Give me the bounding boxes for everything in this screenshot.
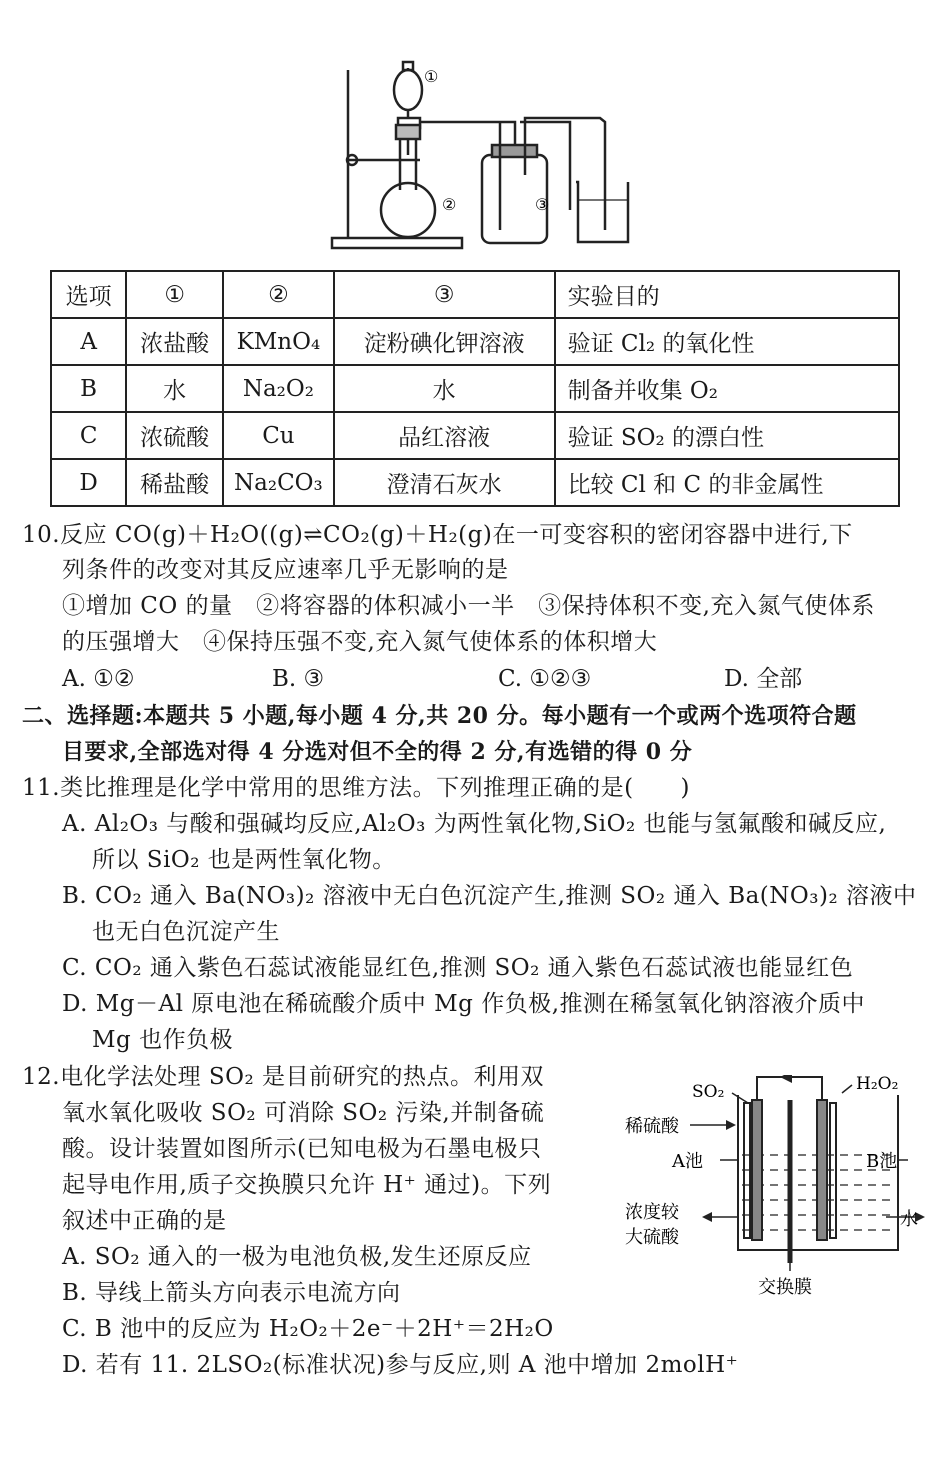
so2-label: SO₂: [692, 1082, 725, 1102]
table-row: [51, 365, 899, 412]
table-cell: 水: [126, 365, 223, 412]
pool-b-label: B池: [866, 1151, 898, 1172]
q10-line2: 列条件的改变对其反应速率几乎无影响的是: [62, 557, 509, 583]
q12-stem-5: 叙述中正确的是: [62, 1208, 227, 1234]
q11-option-a-cont: 所以 SiO₂ 也是两性氧化物。: [92, 847, 396, 873]
table-cell: KMnO₄: [223, 318, 334, 365]
table-cell: D: [51, 459, 126, 506]
q12-option-b[interactable]: B. 导线上箭头方向表示电流方向: [62, 1280, 401, 1306]
table-cell: C: [51, 412, 126, 459]
label-2: ②: [442, 195, 457, 214]
label-1: ①: [424, 67, 439, 86]
q11-option-d[interactable]: D. Mg－Al 原电池在稀硫酸介质中 Mg 作负极,推测在稀氢氧化钠溶液介质中: [62, 991, 865, 1017]
water-label: 水: [900, 1209, 918, 1230]
q12-stem-4: 起导电作用,质子交换膜只允许 H⁺ 通过)。下列: [62, 1172, 552, 1198]
q10-line4: 的压强增大 ④保持压强不变,充入氮气使体系的体积增大: [62, 629, 658, 655]
q12-option-c[interactable]: C. B 池中的反应为 H₂O₂＋2e⁻＋2H⁺＝2H₂O: [62, 1316, 554, 1342]
section2-line2: 目要求,全部选对得 4 分选对但不全的得 2 分,有选错的得 0 分: [62, 739, 693, 765]
q10-line3: ①增加 CO 的量 ②将容器的体积减小一半 ③保持体积不变,充入氮气使体系: [62, 593, 875, 619]
header-cell: 实验目的: [555, 271, 899, 318]
table-cell: 验证 SO₂ 的漂白性: [555, 412, 899, 459]
table-cell: 品红溶液: [334, 412, 555, 459]
header-cell: 选项: [51, 271, 126, 318]
q11-stem: 11.类比推理是化学中常用的思维方法。下列推理正确的是( ): [22, 775, 691, 801]
q11-option-b-cont: 也无白色沉淀产生: [92, 919, 280, 945]
q10-option-d[interactable]: D. 全部: [724, 666, 803, 692]
table-cell: 浓硫酸: [126, 412, 223, 459]
q12-option-d[interactable]: D. 若有 11. 2LSO₂(标准状况)参与反应,则 A 池中增加 2molH⁺: [62, 1352, 739, 1378]
q11-option-b[interactable]: B. CO₂ 通入 Ba(NO₃)₂ 溶液中无白色沉淀产生,推测 SO₂ 通入 Ba(NO₃)₂ 溶液中: [62, 883, 917, 909]
table-cell: 澄清石灰水: [334, 459, 555, 506]
h2o2-label: H₂O₂: [856, 1075, 899, 1094]
table-cell: 稀盐酸: [126, 459, 223, 506]
table-row: [51, 412, 899, 459]
cell-diagram: [620, 1075, 930, 1300]
membrane-label: 交换膜: [758, 1277, 812, 1298]
apparatus-figure: [320, 60, 640, 255]
header-cell: ③: [334, 271, 555, 318]
table-cell: 制备并收集 O₂: [555, 365, 899, 412]
table-cell: 浓盐酸: [126, 318, 223, 365]
table-cell: Cu: [223, 412, 334, 459]
q11-option-c[interactable]: C. CO₂ 通入紫色石蕊试液能显红色,推测 SO₂ 通入紫色石蕊试液也能显红色: [62, 955, 854, 981]
section2-line1: 二、选择题:本题共 5 小题,每小题 4 分,共 20 分。每小题有一个或两个选项符合题: [22, 703, 857, 729]
q11-option-d-cont: Mg 也作负极: [92, 1027, 234, 1053]
q10-option-b[interactable]: B. ③: [272, 666, 325, 692]
pool-a-label: A池: [672, 1151, 703, 1172]
q10-option-a[interactable]: A. ①②: [62, 666, 135, 692]
header-cell: ②: [223, 271, 334, 318]
conc-acid-label-2: 大硫酸: [625, 1227, 679, 1248]
q11-option-a[interactable]: A. Al₂O₃ 与酸和强碱均反应,Al₂O₃ 为两性氧化物,SiO₂ 也能与氢氟酸和碱反应,: [62, 811, 887, 837]
q12-stem-1: 12.电化学法处理 SO₂ 是目前研究的热点。利用双: [22, 1064, 545, 1090]
label-3: ③: [535, 195, 550, 214]
q12-stem-3: 酸。设计装置如图所示(已知电极为石墨电极只: [62, 1136, 542, 1162]
q10-line1: 10.反应 CO(g)＋H₂O((g)⇌CO₂(g)＋H₂(g)在一可变容积的密闭容器中进行,下: [22, 522, 853, 548]
q12-option-a[interactable]: A. SO₂ 通入的一极为电池负极,发生还原反应: [62, 1244, 532, 1270]
table-row: [51, 459, 899, 506]
table-cell: A: [51, 318, 126, 365]
q12-stem-2: 氧水氧化吸收 SO₂ 可消除 SO₂ 污染,并制备硫: [62, 1100, 545, 1126]
header-cell: ①: [126, 271, 223, 318]
table-cell: Na₂CO₃: [223, 459, 334, 506]
options-table: [50, 270, 900, 507]
table-cell: 水: [334, 365, 555, 412]
table-cell: 淀粉碘化钾溶液: [334, 318, 555, 365]
table-row: [51, 318, 899, 365]
table-header-row: [51, 271, 899, 318]
table-cell: B: [51, 365, 126, 412]
q10-option-c[interactable]: C. ①②③: [498, 666, 592, 692]
dilute-acid-label: 稀硫酸: [625, 1116, 679, 1137]
table-cell: 比较 Cl 和 C 的非金属性: [555, 459, 899, 506]
table-cell: 验证 Cl₂ 的氧化性: [555, 318, 899, 365]
conc-acid-label-1: 浓度较: [625, 1202, 679, 1223]
table-cell: Na₂O₂: [223, 365, 334, 412]
